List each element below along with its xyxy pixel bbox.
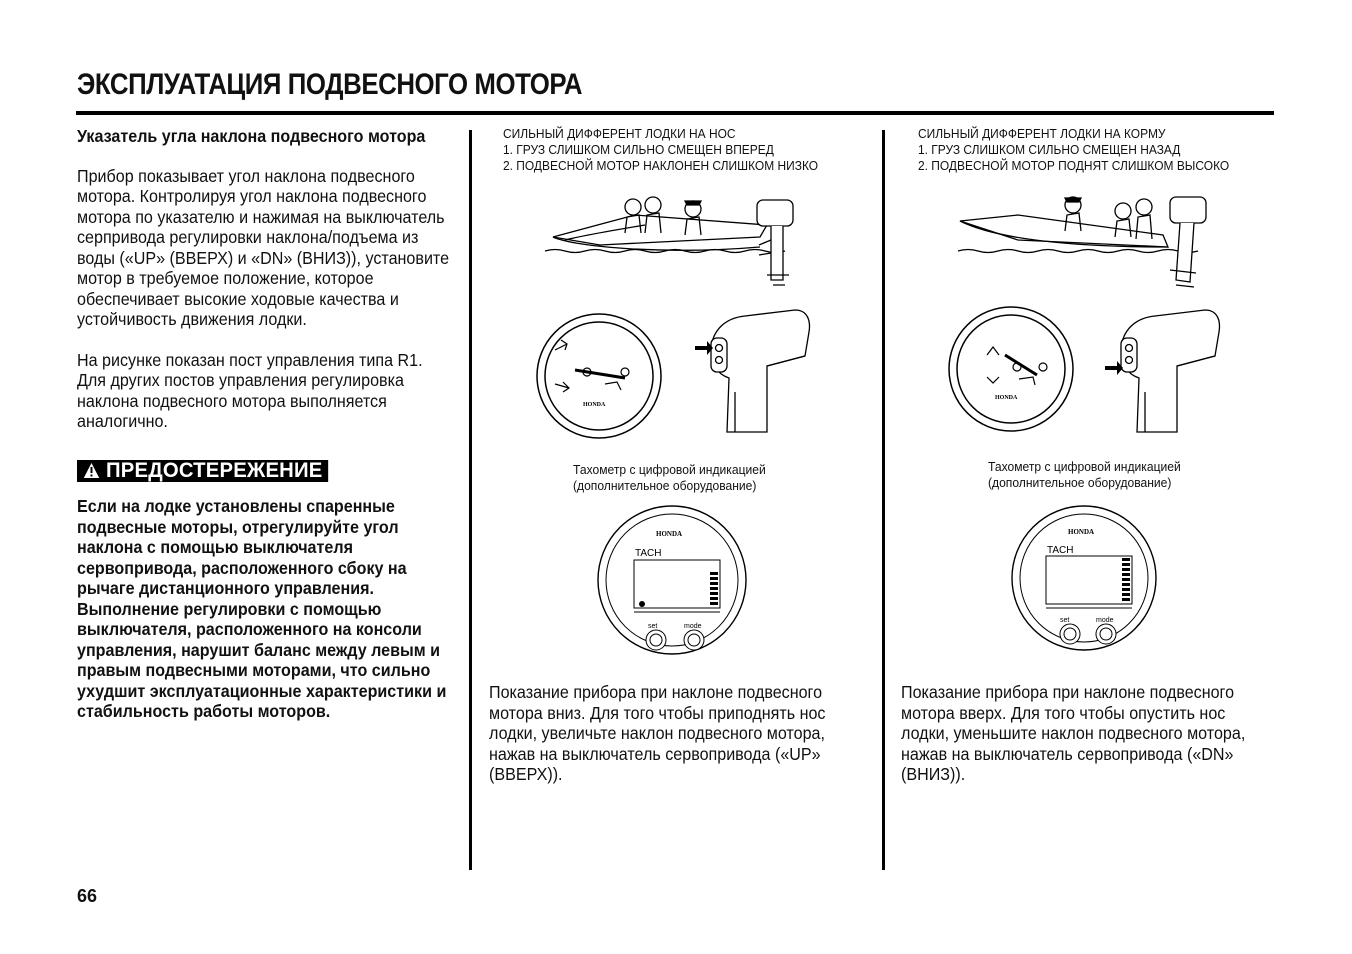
bow-caption-title: СИЛЬНЫЙ ДИФФЕРЕНТ ЛОДКИ НА НОС (503, 126, 736, 141)
remote-control-lever-left (695, 308, 815, 433)
boat-stern-down-illustration (958, 185, 1218, 295)
warning-triangle-icon (83, 461, 100, 482)
station-paragraph: На рисунке показан пост управления типа R1. Для других постов управления регулировка наклона подвесного мотора выполняется аналогично. (77, 349, 423, 431)
stern-down-description: Показание прибора при наклоне подвесного мотора вверх. Для того чтобы опустить нос лодки, уменьшите наклон подвесного мотора, нажав на выключатель сервопривода («DN» (ВНИЗ)). (901, 682, 1246, 784)
trim-gauge-high (947, 305, 1077, 435)
column-divider-left (469, 130, 472, 870)
svg-text:set: set (648, 623, 658, 630)
bow-caption-1: 1. ГРУЗ СЛИШКОМ СИЛЬНО СМЕЩЕН ВПЕРЕД (503, 142, 774, 157)
boat-bow-down-illustration (545, 185, 805, 295)
svg-text:mode: mode (684, 623, 702, 630)
digital-tachometer-right (1010, 500, 1160, 660)
page-title: ЭКСПЛУАТАЦИЯ ПОДВЕСНОГО МОТОРА (77, 68, 583, 101)
svg-text:HONDA: HONDA (1068, 528, 1095, 536)
stern-caption-1: 1. ГРУЗ СЛИШКОМ СИЛЬНО СМЕЩЕН НАЗАД (918, 142, 1181, 157)
stern-caption-title: СИЛЬНЫЙ ДИФФЕРЕНТ ЛОДКИ НА КОРМУ (918, 126, 1166, 141)
section-subheading: Указатель угла наклона подвесного мотора (77, 126, 426, 146)
svg-text:HONDA: HONDA (995, 395, 1018, 401)
page-number: 66 (77, 886, 98, 906)
trim-gauge-low (535, 312, 665, 442)
column-divider-right (882, 130, 885, 870)
svg-text:mode: mode (1096, 617, 1114, 624)
tach-caption-mid: Тахометр с цифровой индикацией (дополнительное оборудование) (573, 462, 766, 493)
bow-down-description: Показание прибора при наклоне подвесного мотора вниз. Для того чтобы приподнять нос лодки, увеличьте наклон подвесного мотора, нажав на выключатель сервопривода («UP» (ВВЕРХ)). (489, 682, 826, 784)
svg-text:set: set (1060, 617, 1070, 624)
left-column (77, 126, 457, 722)
svg-text:HONDA: HONDA (583, 402, 606, 408)
digital-tachometer-mid (598, 500, 748, 660)
svg-text:TACH: TACH (1047, 545, 1074, 556)
bow-trim-captions (503, 126, 818, 174)
tach-caption-right: Тахометр с цифровой индикацией (дополнительное оборудование) (988, 459, 1181, 490)
warning-label: ПРЕДОСТЕРЕЖЕНИЕ (77, 460, 328, 483)
intro-paragraph: Прибор показывает угол наклона подвесного мотора. Контролируя угол наклона подвесного мотора по указателю и нажимая на выключатель серпривода регулировки наклона/подъема из воды («UP» (ВВЕРХ) и «DN» (ВНИЗ)), установите мотор в требуемое положение, которое обеспечивает высокие ходовые качества и устойчивость движения лодки. (77, 165, 450, 329)
stern-trim-captions (918, 126, 1229, 174)
warning-text: Если на лодке установлены спаренные подвесные моторы, отрегулируйте угол наклона с помощью выключателя сервопривода, расположенного сбоку на рычаге дистанционного управления. Выполнение регулировки с помощью выключателя, расположенного на консоли управления, нарушит баланс между левым и правым подвесными моторами, что сильно ухудшит эксплуатационные характеристики и стабильность работы моторов. (77, 496, 447, 721)
title-rule (76, 111, 1274, 115)
svg-text:HONDA: HONDA (656, 530, 683, 538)
stern-caption-2: 2. ПОДВЕСНОЙ МОТОР ПОДНЯТ СЛИШКОМ ВЫСОКО (918, 158, 1230, 173)
bow-caption-2: 2. ПОДВЕСНОЙ МОТОР НАКЛОНЕН СЛИШКОМ НИЗКО (503, 158, 819, 173)
remote-control-lever-right (1105, 308, 1225, 433)
svg-text:TACH: TACH (635, 548, 662, 559)
